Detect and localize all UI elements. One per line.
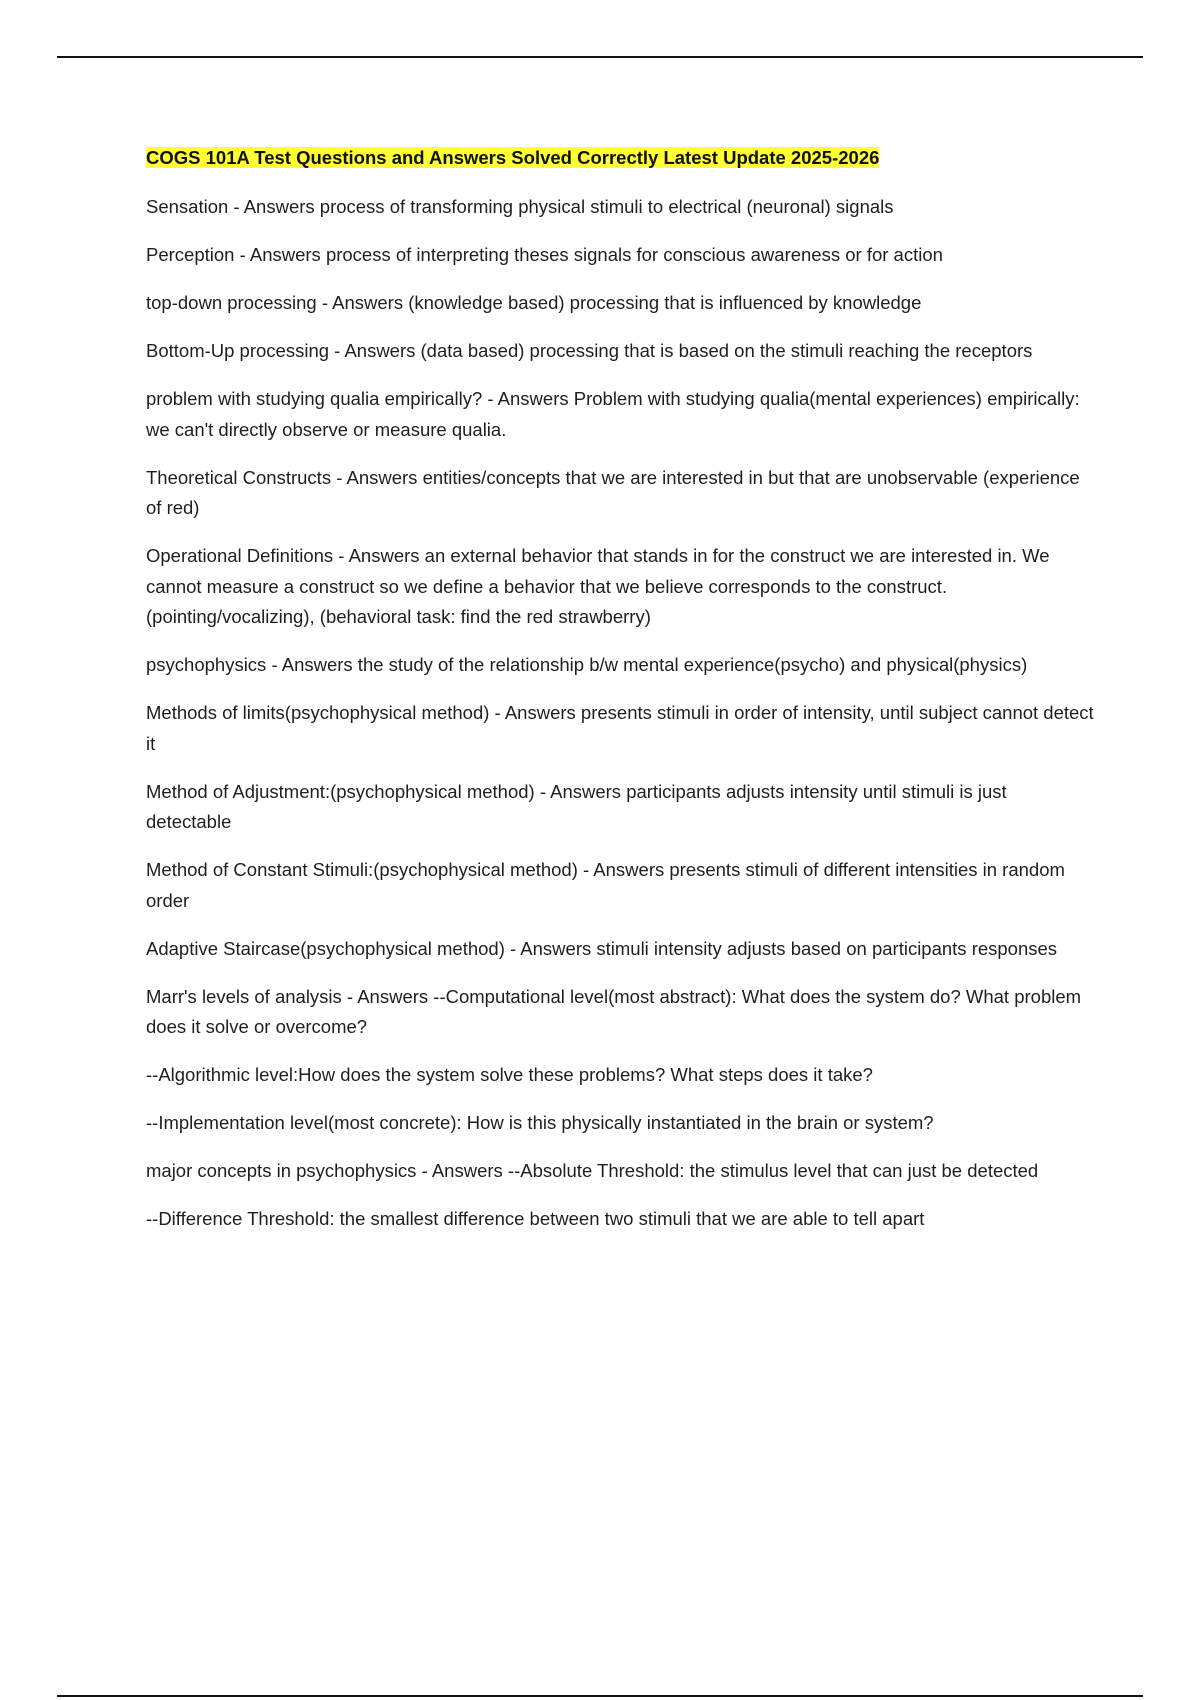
entry-psychophysics: psychophysics - Answers the study of the relationship b/w mental experience(psycho) and physical(physics) (146, 654, 1028, 675)
header-rule (57, 56, 1143, 58)
entry-method-of-constant-stimuli: Method of Constant Stimuli:(psychophysical method) - Answers presents stimuli of different intensities in random order (146, 859, 1065, 911)
entry-adaptive-staircase: Adaptive Staircase(psychophysical method) - Answers stimuli intensity adjusts based on participants responses (146, 937, 1058, 959)
entry-operational-definitions: Operational Definitions - Answers an external behavior that stands in for the construct we are interested in. We cannot measure a construct so we define a behavior that we believe corresponds to the construct. (pointing/vocalizing), (behavioral task: find the red strawberry) (146, 545, 1050, 627)
title-block (146, 144, 1096, 172)
entry-method-of-adjustment: Method of Adjustment:(psychophysical method) - Answers participants adjusts intensity until stimuli is just detectable (146, 780, 1007, 832)
entry-sensation: Sensation - Answers process of transforming physical stimuli to electrical (neuronal) signals (146, 196, 894, 217)
entry-theoretical-constructs: Theoretical Constructs - Answers entities/concepts that we are interested in but that are unobservable (experience of red) (146, 466, 1080, 518)
entry-implementation-level: --Implementation level(most concrete): How is this physically instantiated in the brain or system? (146, 1112, 934, 1133)
entry-top-down-processing: top-down processing - Answers (knowledge based) processing that is influenced by knowledge (146, 292, 922, 313)
entry-algorithmic-level: --Algorithmic level:How does the system solve these problems? What steps does it take? (146, 1064, 873, 1085)
entry-absolute-threshold: major concepts in psychophysics - Answers --Absolute Threshold: the stimulus level that can just be detected (146, 1160, 1039, 1181)
document-body (146, 144, 1096, 1252)
entry-methods-of-limits: Methods of limits(psychophysical method) - Answers presents stimuli in order of intensity, until subject cannot detect it (146, 702, 1094, 754)
footer-rule (57, 1695, 1143, 1697)
document-title: COGS 101A Test Questions and Answers Solved Correctly Latest Update 2025-2026 (146, 147, 880, 168)
entry-qualia-problem: problem with studying qualia empirically? - Answers Problem with studying qualia(mental experiences) empirically: we can't directly observe or measure qualia. (146, 388, 1080, 440)
entry-marrs-levels: Marr's levels of analysis - Answers --Computational level(most abstract): What does the system do? What problem does it solve or overcome? (146, 985, 1082, 1037)
entry-perception: Perception - Answers process of interpreting theses signals for conscious awareness or for action (146, 244, 943, 265)
entry-bottom-up-processing: Bottom-Up processing - Answers (data based) processing that is based on the stimuli reaching the receptors (146, 340, 1033, 361)
entry-difference-threshold: --Difference Threshold: the smallest difference between two stimuli that we are able to tell apart (146, 1208, 925, 1229)
